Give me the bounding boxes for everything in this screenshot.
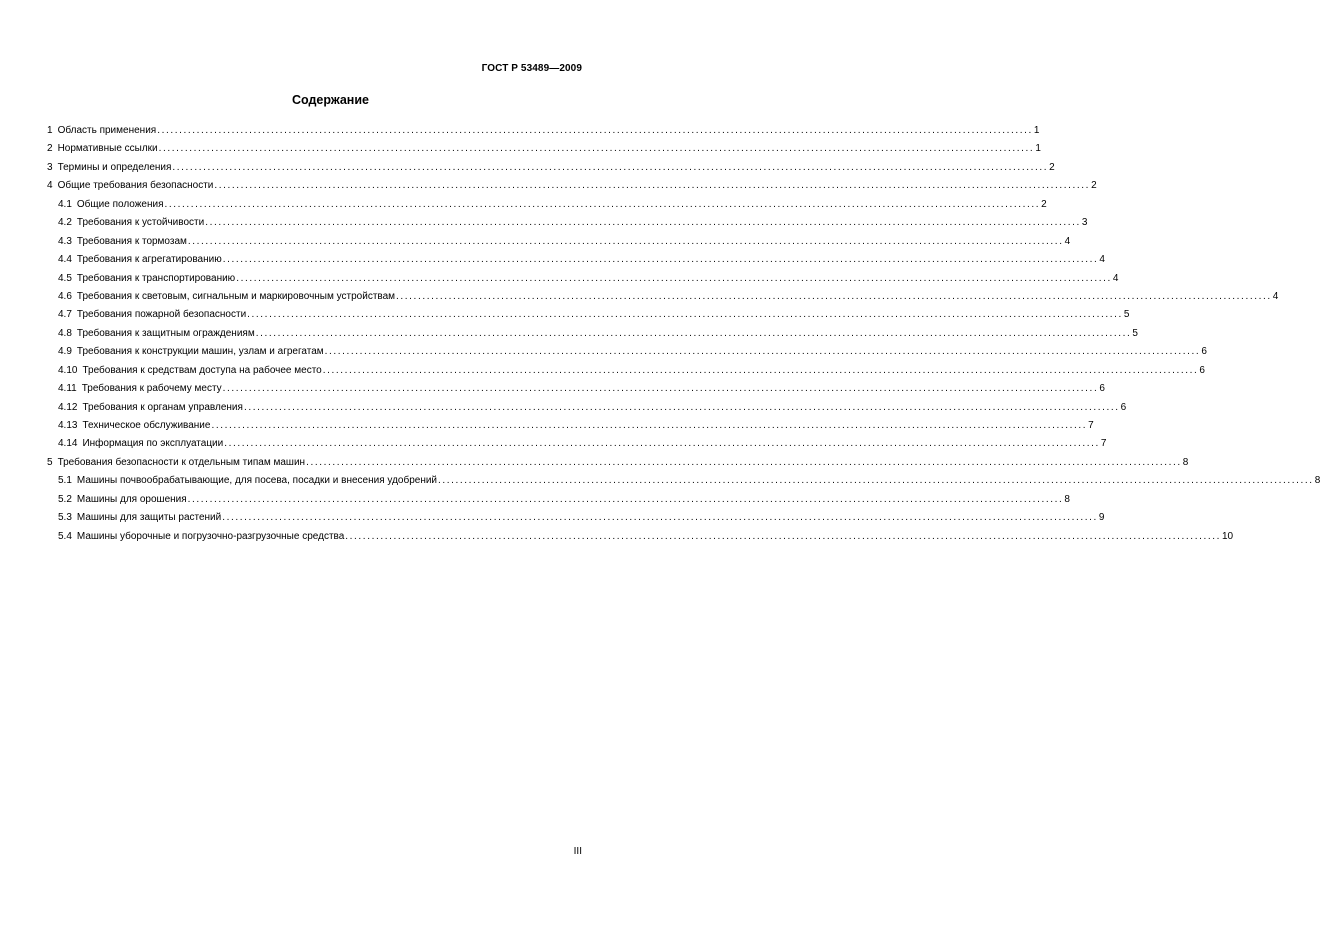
toc-entry-page: 8 — [1182, 456, 1189, 468]
toc-entry-number: 4.13 — [58, 420, 78, 431]
toc-entry-page: 3 — [1081, 217, 1088, 229]
toc-entry-page: 6 — [1120, 401, 1127, 413]
toc-entry — [47, 420, 1094, 438]
toc-dot-leader: ........................................................................................................................................................................................................ — [243, 401, 1120, 413]
toc-entry-title: Требования к органам управления — [82, 401, 243, 413]
toc-entry-number: 4.7 — [58, 309, 72, 321]
toc-entry-page: 4 — [1272, 290, 1279, 302]
toc-entry-page: 2 — [1041, 198, 1047, 210]
toc-entry-title: Требования к рабочему месту — [81, 383, 222, 395]
toc-entry-page: 8 — [1314, 475, 1320, 487]
toc-title: Содержание — [291, 93, 369, 107]
toc-dot-leader: ........................................................................................................................................................................................................ — [164, 198, 1041, 210]
toc-entry-page: 4 — [1064, 235, 1071, 247]
toc-entry-number: 4.1 — [58, 198, 72, 210]
toc-entry — [47, 512, 1105, 530]
toc-dot-leader: ........................................................................................................................................................................................................ — [324, 346, 1201, 358]
toc-entry-page: 7 — [1100, 438, 1107, 450]
toc-dot-leader: ........................................................................................................................................................................................................ — [187, 235, 1064, 247]
toc-entry-number: 3 — [47, 161, 53, 173]
toc-entry-number: 4.8 — [58, 327, 72, 339]
toc-entry — [47, 272, 1119, 291]
toc-entry-number: 4.2 — [58, 217, 72, 229]
toc-entry-page: 1 — [1035, 143, 1041, 155]
toc-entry — [47, 125, 1040, 143]
toc-dot-leader: ........................................................................................................................................................................................................ — [396, 290, 1272, 302]
toc-entry-page: 8 — [1064, 493, 1070, 505]
toc-entry-page: 9 — [1098, 512, 1105, 524]
toc-entry — [47, 198, 1047, 217]
toc-entry — [47, 161, 1055, 180]
document-code: ГОСТ Р 53489—2009 — [481, 63, 582, 74]
toc-dot-leader: ........................................................................................................................................................................................................ — [187, 493, 1064, 505]
toc-entry-title: Требования к устойчивости — [76, 217, 205, 229]
toc-dot-leader: ........................................................................................................................................................................................................ — [247, 309, 1123, 321]
toc-entry-page: 7 — [1088, 420, 1094, 431]
toc-entry-number: 1 — [47, 125, 53, 136]
toc-entry-page: 6 — [1199, 364, 1205, 376]
toc-dot-leader: ........................................................................................................................................................................................................ — [322, 364, 1199, 376]
toc-entry-page: 1 — [1033, 125, 1040, 136]
toc-entry-title: Требования пожарной безопасности — [76, 309, 247, 321]
toc-dot-leader: ........................................................................................................................................................................................................ — [157, 125, 1033, 136]
toc-entry — [47, 401, 1127, 420]
toc-entry-number: 4.4 — [58, 254, 72, 266]
toc-entry-number: 4 — [47, 180, 53, 192]
toc-dot-leader: ........................................................................................................................................................................................................ — [438, 475, 1314, 487]
toc-entry-title: Требования к транспортированию — [76, 272, 236, 284]
toc-entry-number: 4.9 — [58, 346, 72, 358]
toc-entry-page: 6 — [1201, 346, 1207, 358]
toc-entry-title: Требования к световым, сигнальным и маркировочным устройствам — [76, 290, 396, 302]
page-number: III — [573, 846, 582, 857]
toc-entry-number: 5 — [47, 456, 53, 468]
toc-entry-number: 4.3 — [58, 235, 72, 247]
toc-dot-leader: ........................................................................................................................................................................................................ — [158, 143, 1035, 155]
toc-dot-leader: ........................................................................................................................................................................................................ — [211, 420, 1088, 431]
toc-entry-title: Нормативные ссылки — [57, 143, 158, 155]
toc-entry-number: 4.12 — [58, 401, 78, 413]
toc-entry — [47, 180, 1097, 198]
toc-entry — [47, 327, 1138, 346]
toc-entry-number: 4.6 — [58, 290, 72, 302]
toc-entry-title: Общие требования безопасности — [57, 180, 214, 192]
toc-entry-title: Машины почвообрабатывающие, для посева, посадки и внесения удобрений — [76, 475, 438, 487]
toc-entry-title: Требования к средствам доступа на рабочее место — [82, 364, 322, 376]
toc-entry-page: 4 — [1099, 254, 1105, 266]
toc-entry-page: 5 — [1123, 309, 1130, 321]
toc-entry-number: 2 — [47, 143, 53, 155]
toc-dot-leader: ........................................................................................................................................................................................................ — [345, 530, 1221, 542]
toc-entry — [47, 235, 1071, 254]
table-of-contents — [47, 125, 1320, 549]
toc-entry-title: Требования к конструкции машин, узлам и агрегатам — [76, 346, 324, 358]
toc-dot-leader: ........................................................................................................................................................................................................ — [222, 512, 1098, 524]
toc-entry-page: 10 — [1221, 530, 1234, 542]
toc-entry-title: Требования к тормозам — [76, 235, 187, 247]
toc-entry — [47, 530, 1234, 549]
toc-entry — [47, 143, 1041, 161]
toc-dot-leader: ........................................................................................................................................................................................................ — [214, 180, 1091, 192]
toc-entry — [47, 346, 1207, 364]
toc-dot-leader: ........................................................................................................................................................................................................ — [172, 161, 1049, 173]
toc-entry-title: Машины для орошения — [76, 493, 187, 505]
toc-entry — [47, 217, 1088, 235]
toc-entry-title: Требования к агрегатированию — [76, 254, 222, 266]
toc-entry — [47, 364, 1205, 383]
toc-entry — [47, 438, 1107, 456]
toc-entry-title: Техническое обслуживание — [82, 420, 211, 431]
toc-entry-number: 4.5 — [58, 272, 72, 284]
toc-entry — [47, 290, 1279, 309]
toc-entry-title: Машины уборочные и погрузочно-разгрузочные средства — [76, 530, 345, 542]
toc-entry-number: 5.4 — [58, 530, 72, 542]
toc-entry-title: Требования к защитным ограждениям — [76, 327, 255, 339]
toc-entry-title: Информация по эксплуатации — [82, 438, 224, 450]
toc-entry-number: 4.11 — [58, 383, 77, 395]
toc-entry — [47, 493, 1070, 512]
toc-entry — [47, 309, 1130, 327]
toc-dot-leader: ........................................................................................................................................................................................................ — [222, 254, 1099, 266]
toc-entry-number: 5.3 — [58, 512, 72, 524]
toc-entry-title: Область применения — [57, 125, 157, 136]
toc-entry — [47, 383, 1105, 401]
toc-dot-leader: ........................................................................................................................................................................................................ — [224, 438, 1100, 450]
toc-dot-leader: ........................................................................................................................................................................................................ — [222, 383, 1099, 395]
toc-entry-number: 4.10 — [58, 364, 78, 376]
toc-entry-number: 5.2 — [58, 493, 72, 505]
toc-entry-number: 5.1 — [58, 475, 72, 487]
toc-dot-leader: ........................................................................................................................................................................................................ — [236, 272, 1112, 284]
toc-entry-page: 5 — [1132, 327, 1138, 339]
toc-entry — [47, 456, 1189, 475]
toc-entry-page: 6 — [1099, 383, 1105, 395]
toc-dot-leader: ........................................................................................................................................................................................................ — [306, 456, 1182, 468]
toc-entry-title: Требования безопасности к отдельным типам машин — [57, 456, 306, 468]
toc-entry-title: Общие положения — [76, 198, 164, 210]
toc-entry-page: 4 — [1112, 272, 1119, 284]
toc-entry-title: Термины и определения — [57, 161, 172, 173]
toc-entry-number: 4.14 — [58, 438, 78, 450]
toc-entry-title: Машины для защиты растений — [76, 512, 222, 524]
toc-dot-leader: ........................................................................................................................................................................................................ — [205, 217, 1081, 229]
toc-dot-leader: ........................................................................................................................................................................................................ — [255, 327, 1132, 339]
toc-entry-page: 2 — [1049, 161, 1055, 173]
toc-entry-page: 2 — [1091, 180, 1097, 192]
toc-entry — [47, 475, 1320, 493]
toc-entry — [47, 254, 1105, 272]
